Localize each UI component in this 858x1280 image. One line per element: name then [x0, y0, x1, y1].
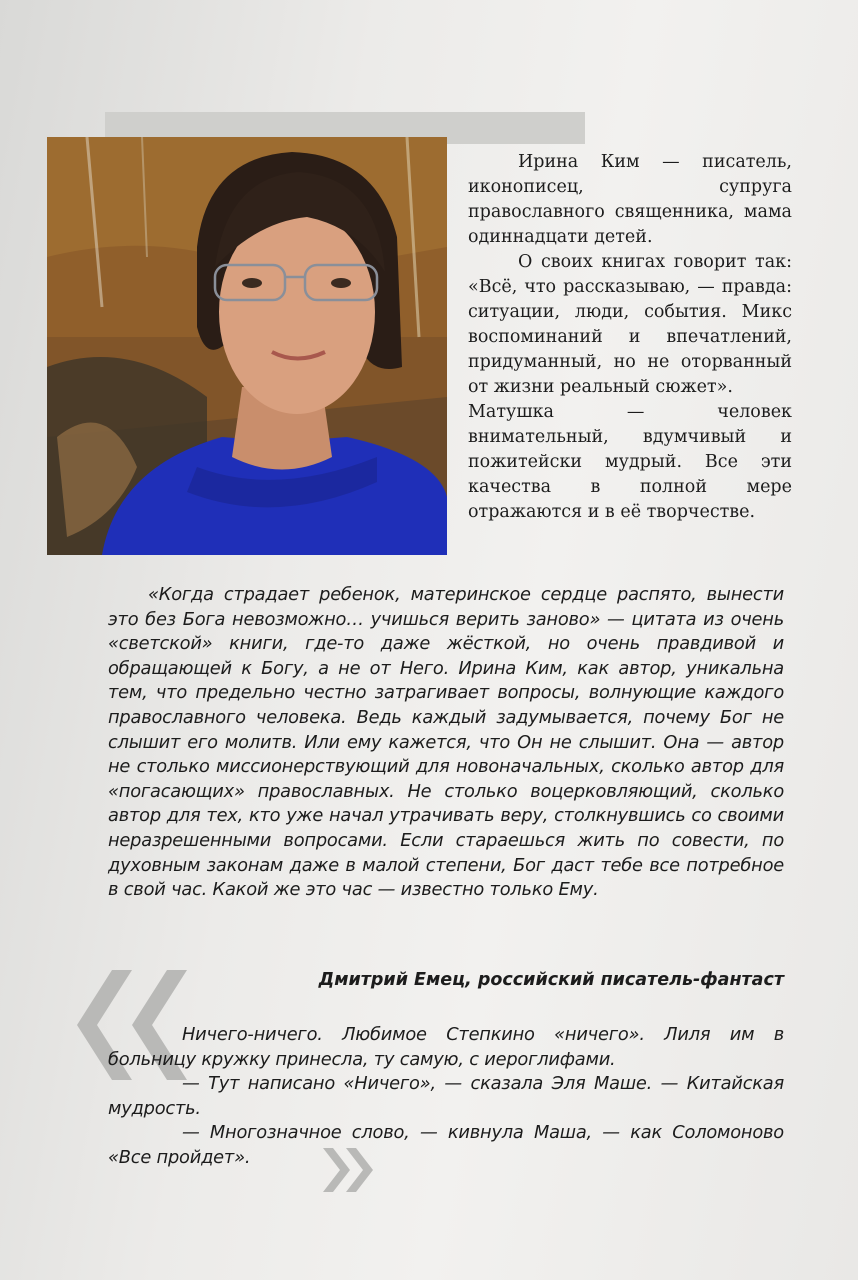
- excerpt-paragraph: — Тут написано «Ничего», — сказала Эля Маше. — Китайская мудрость.: [108, 1073, 784, 1119]
- excerpt-paragraph: Ничего-ничего. Любимое Степкино «ничего». Лиля им в больницу кружку принесла, ту самую, с иероглифами.: [108, 1024, 784, 1070]
- book-excerpt: [108, 1023, 784, 1171]
- close-quote-icon: [318, 1140, 378, 1200]
- bio-paragraph: Ирина Ким — писатель, иконописец, супруга православного священника, мама одиннадцати детей.: [468, 152, 792, 247]
- review-quote: [108, 583, 784, 903]
- author-photo: [47, 137, 447, 555]
- review-author: Дмитрий Емец, российский писатель-фантаст: [318, 970, 784, 990]
- bio-paragraph: Матушка — человек внимательный, вдумчивый и пожитейски мудрый. Все эти качества в полной мере отражаются и в её творчестве.: [468, 402, 792, 522]
- bio-paragraph: О своих книгах говорит так: «Всё, что рассказываю, — правда: ситуации, люди, события. Микс воспоминаний и впечатлений, придуманный, но не оторванный от жизни реальный сюжет».: [468, 252, 792, 397]
- author-bio: [468, 150, 792, 525]
- excerpt-paragraph: — Многозначное слово, — кивнула Маша, — как Соломоново «Все пройдет».: [108, 1122, 784, 1168]
- review-text: «Когда страдает ребенок, материнское сердце распято, вынести это без Бога невозможно… учишься верить заново» — цитата из очень «светской» книги, где-то даже жёсткой, но очень правдивой и обращающей к Богу, а не от Него. Ирина Ким, как автор, уникальна тем, что предельно честно затрагивает вопросы, волнующие каждого православного человека. Ведь каждый задумывается, почему Бог не слышит его молитв. Или ему кажется, что Он не слышит. Она — автор не столько миссионерствующий для новоначальных, сколько автор для «погасающих» православных. Не столько воцерковляющий, сколько автор для тех, кто уже начал утрачивать веру, столкнувшись со своими неразрешенными вопросами. Если стараешься жить по совести, по духовным законам даже в малой степени, Бог даст тебе все потребное в свой час. Какой же это час — известно только Ему.: [108, 584, 784, 901]
